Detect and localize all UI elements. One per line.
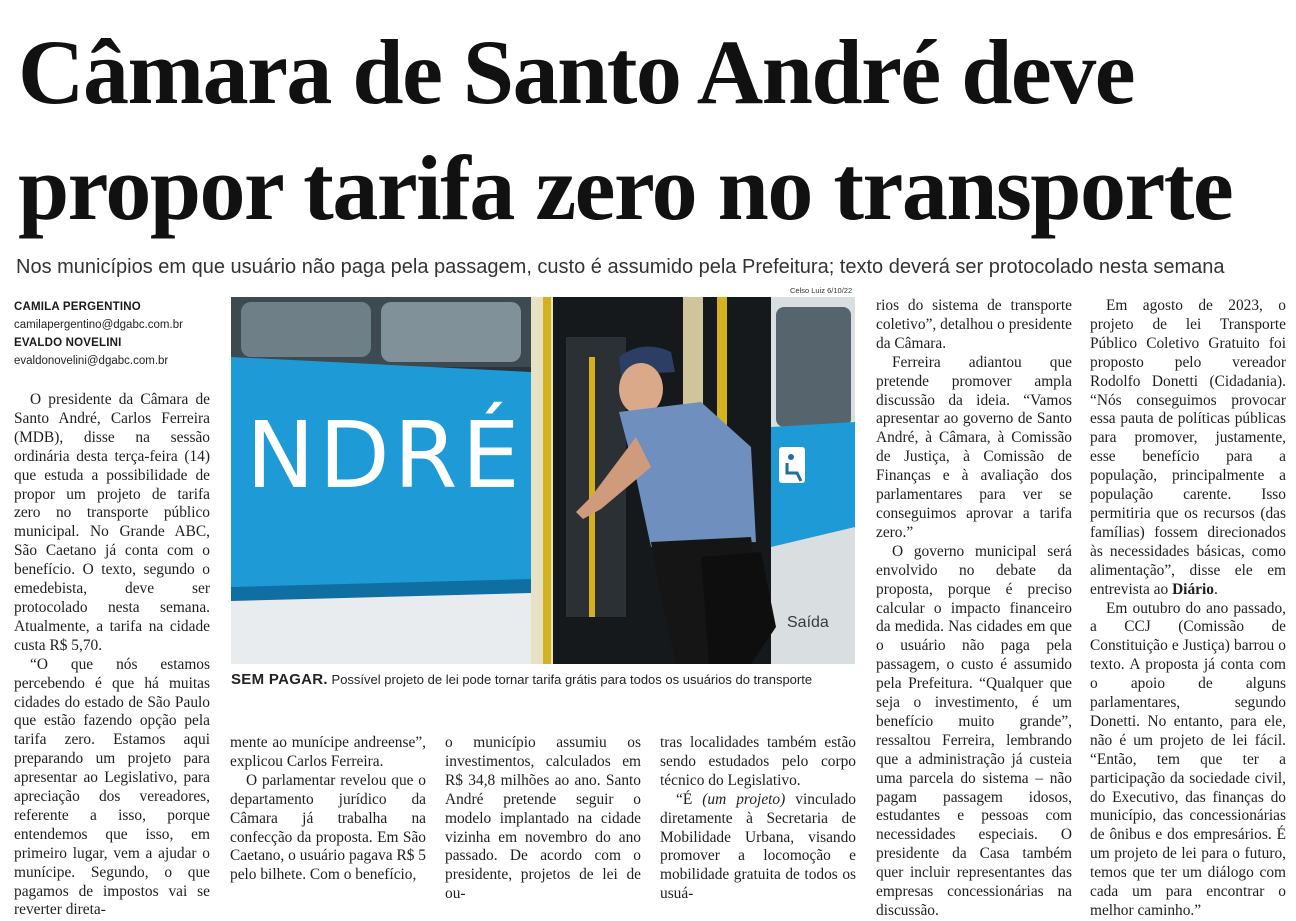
bus-boarding-illustration — [231, 297, 855, 664]
article-column-5 — [876, 297, 1072, 921]
paragraph: tras localidades também estão sendo estudados pelo corpo técnico do Legislativo. — [660, 734, 856, 789]
author-email: evaldonovelini@dgabc.com.br — [14, 355, 169, 367]
article-column-1 — [14, 391, 210, 920]
photo-credit: Celso Luiz 6/10/22 — [790, 286, 853, 295]
door-sign: Saída — [787, 614, 829, 631]
paragraph: O parlamentar revelou que o departamento jurídico da Câmara já trabalha na confecção da proposta. Em São Caetano, o usuário pagava R$ 5 pelo bilhete. Com o benefício, — [230, 771, 426, 884]
paragraph-text: Em agosto de 2023, o projeto de lei Transporte Público Coletivo Gratuito foi proposto pelo vereador Rodolfo Donetti (Cidadania). “Nós conseguimos provocar essa pauta de políticas públicas para promover, justamente, esse benefício para a população, principalmente a população carente. Isso permitiria que os recursos (das famílias) fossem direcionados às necessidades básicas, como alimentação”, disse ele em entrevista ao — [1090, 297, 1286, 598]
article-column-4 — [660, 734, 856, 904]
author-email: camilapergentino@dgabc.com.br — [14, 319, 183, 331]
quote-open: “É — [676, 790, 693, 808]
paragraph: mente ao munícipe andreense”, explicou Carlos Ferreira. — [230, 734, 426, 770]
caption-text: Possível projeto de lei pode tornar tarifa grátis para todos os usuários do transporte — [331, 672, 813, 687]
photo-caption — [231, 671, 855, 688]
paragraph: rios do sistema de transporte coletivo”, detalhou o presidente da Câmara. — [876, 297, 1072, 352]
bus-photo — [231, 297, 855, 664]
author-name: EVALDO NOVELINI — [14, 337, 122, 349]
author-name: CAMILA PERGENTINO — [14, 301, 141, 313]
paragraph: “O que nós estamos percebendo é que há muitas cidades do estado de São Paulo que estão fazendo opção pela tarifa zero. Estamos aqui preparando um projeto para apresentar ao Legislativo, para apreciação dos vereadores, referente a isso, porque entendemos que isso, em primeiro lugar, vem a ajudar o munícipe. Segundo, o que pagamos de impostos vai se reverter direta- — [14, 655, 210, 919]
newspaper-name: Diário — [1172, 580, 1214, 598]
article-column-6 — [1090, 297, 1286, 921]
byline — [14, 299, 214, 371]
bus-lettering: NDRÉ — [246, 402, 524, 509]
subheadline: Nos municípios em que usuário não paga pela passagem, custo é assumido pela Prefeitura; texto deverá ser protocolado nesta semana — [16, 256, 1225, 278]
paragraph: o município assumiu os investimentos, calculados em R$ 34,8 milhões ao ano. Santo André pretende seguir o modelo implantado na cidade vizinha em novembro do ano passado. De acordo com o presidente, projetos de lei de ou- — [445, 734, 641, 903]
period: . — [1213, 580, 1218, 598]
paragraph — [1090, 297, 1286, 600]
headline: Câmara de Santo André deve propor tarifa zero no transporte — [18, 21, 1233, 239]
paragraph: O presidente da Câmara de Santo André, Carlos Ferreira (MDB), disse na sessão ordinária desta terça-feira (14) que estuda a possibilidade de propor um projeto de tarifa zero no transporte público municipal. No Grande ABC, São Caetano já conta com o benefício. O texto, segundo o emedebista, deve ser protocolado nesta semana. Atualmente, a tarifa na cidade custa R$ 5,70. — [14, 391, 210, 654]
quote-rest: vinculado diretamente à Secretaria de Mobilidade Urbana, visando promover a locomoção e mobilidade gratuita de todos os usuá- — [660, 790, 856, 903]
article-column-3 — [445, 734, 641, 904]
paragraph — [660, 791, 856, 904]
paragraph: Em outubro do ano passado, a CCJ (Comissão de Constituição e Justiça) barrou o texto. A proposta já conta com o apoio de alguns parlamentares, segundo Donetti. No entanto, para ele, não é um projeto de lei fácil. “Então, tem que ter a participação da sociedade civil, do Executivo, das finanças do município, das concessionárias de ônibus e dos empresários. É um projeto de lei para o futuro, temos que ter um diálogo com cada um para encontrar o melhor caminho.” — [1090, 599, 1286, 919]
caption-lead: SEM PAGAR. — [231, 671, 328, 688]
paragraph: Ferreira adiantou que pretende promover ampla discussão da ideia. “Vamos apresentar ao governo de Santo André, à Câmara, à Comissão de Justiça, à Comissão de Finanças e à avaliação dos parlamentares para ver se conseguimos aprovar a tarifa zero.” — [876, 353, 1072, 541]
paragraph: O governo municipal será envolvido no debate da proposta, porque é preciso calcular o impacto financeiro da medida. Nas cidades em que o usuário não paga pela passagem, o custo é assumido pela Prefeitura. “Qualquer que seja o investimento, é um benefício muito grande”, ressaltou Ferreira, lembrando que a administração já custeia uma parcela do sistema – não pagam passagem idosos, estudantes e pessoas com necessidades especiais. O presidente da Casa também quer incluir representantes das empresas concessionárias na discussão. — [876, 542, 1072, 919]
italic-note: (um projeto) — [702, 790, 786, 808]
article-column-2 — [230, 734, 426, 885]
